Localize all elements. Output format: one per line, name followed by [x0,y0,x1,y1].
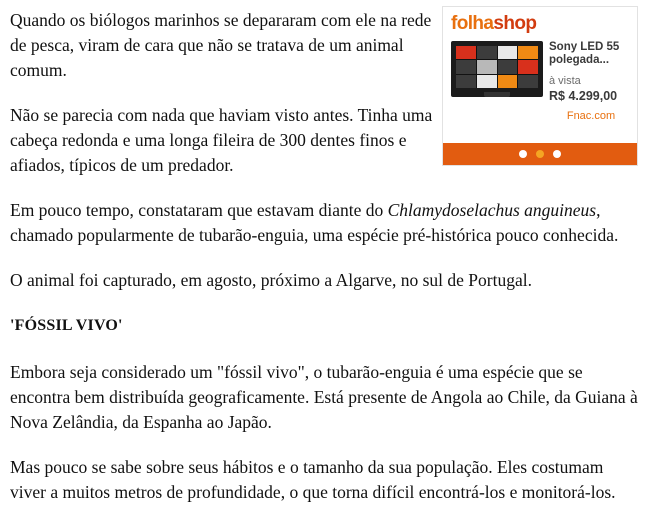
article-paragraph-5: Embora seja considerado um "fóssil vivo", o tubarão-enguia é uma espécie que se encontra bem distribuída geograficamente. Está presente de Angola ao Chile, da Guiana à Nova Zelândia, da Espanha ao Japão. [10,362,638,432]
ad-product-title[interactable]: Sony LED 55 polegada... [549,41,620,66]
article-paragraph-2: Não se parecia com nada que haviam visto antes. Tinha uma cabeça redonda e uma longa fileira de 300 dentes finos e afiados, típicos de um predador. [10,105,433,175]
ad-brand-logo[interactable] [443,7,637,37]
ad-content [443,37,637,123]
tv-stand [484,92,510,97]
television-icon [451,41,543,97]
species-name: Chlamydoselachus anguineus [387,200,597,220]
carousel-dot-3[interactable] [553,150,561,158]
carousel-dot-2[interactable] [536,150,544,158]
tv-screen-tiles [456,46,538,88]
paragraph-3-text-after: , chamado popularmente de tubarão-enguia, uma espécie pré-histórica pouco conhecida. [10,200,619,245]
article-paragraph-3 [10,198,638,248]
article-paragraph-4: O animal foi capturado, em agosto, próximo a Algarve, no sul de Portugal. [10,270,532,290]
ad-product-info [543,39,633,123]
carousel-dot-1[interactable] [519,150,527,158]
advertisement-banner[interactable] [442,6,638,166]
ad-product-price: R$ 4.299,00 [549,89,618,103]
article-subheading: 'FÓSSIL VIVO' [10,317,123,334]
ad-brand-part2: shop [493,13,537,34]
ad-brand-part1: folha [451,13,494,34]
ad-store-name[interactable]: Fnac.com [566,110,616,122]
article-paragraph-6: Mas pouco se sabe sobre seus hábitos e o tamanho da sua população. Eles costumam viver a muitos metros de profundidade, o que torna difícil encontrá-los e monitorá-los. [10,457,616,502]
ad-carousel-controls[interactable] [443,143,637,165]
ad-payment-label: à vista [549,75,581,87]
ad-product-image-wrap [451,39,543,123]
paragraph-3-text-before: Em pouco tempo, constataram que estavam diante do [10,200,388,220]
article-paragraph-1: Quando os biólogos marinhos se depararam com ele na rede de pesca, viram de cara que não se tratava de um animal comum. [10,10,432,80]
